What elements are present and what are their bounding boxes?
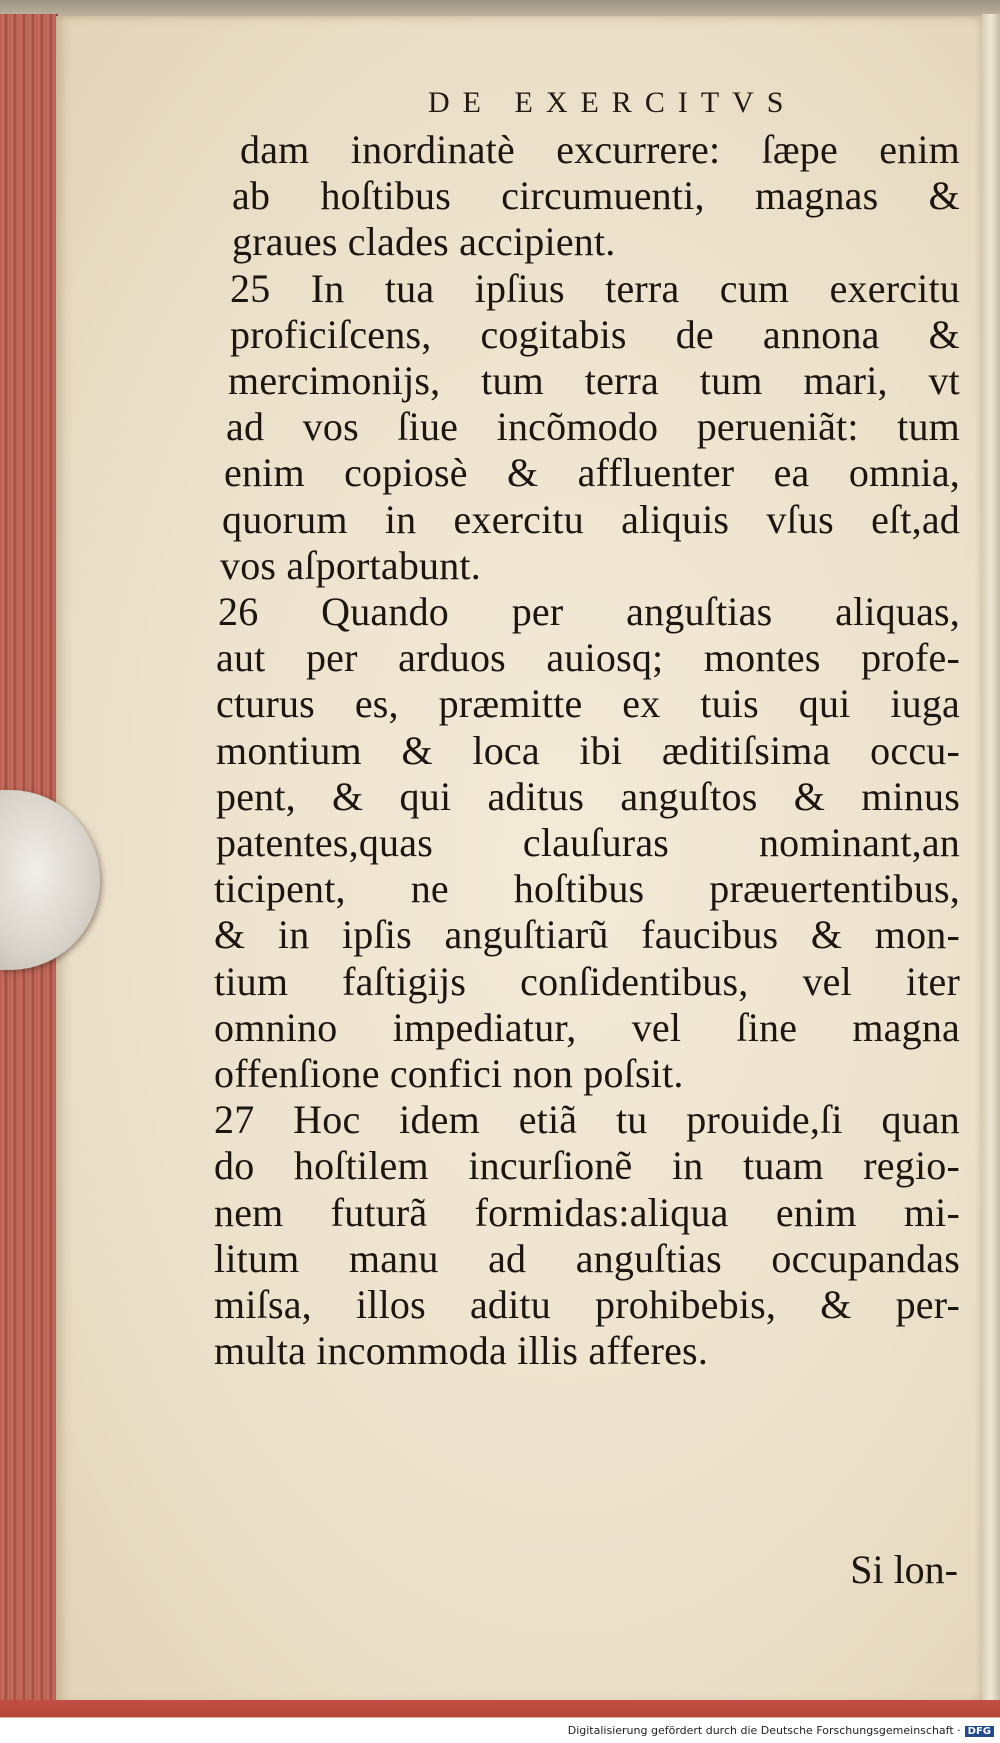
text-line: multa incommoda illis afferes. (214, 1328, 709, 1373)
text-line: 25 In tua ipſius terra cum exercitu (230, 266, 960, 311)
text-line: proficiſcens, cogitabis de annona & (230, 312, 960, 357)
running-head: DE EXERCITVS (428, 86, 797, 119)
text-line: enim copiosè & affluenter ea omnia, (224, 450, 960, 495)
text-line: pent, & qui aditus anguſtos & minus (216, 774, 960, 819)
text-line: miſsa, illos aditu prohibebis, & per- (214, 1282, 960, 1327)
text-line: litum manu ad anguſtias occupandas (214, 1236, 960, 1281)
text-line: offenſione confici non poſsit. (214, 1051, 684, 1096)
text-line: ab hoſtibus circumuenti, magnas & (232, 173, 960, 218)
text-line: patentes,quas clauſuras nominant,an (216, 820, 960, 865)
text-line: vos aſportabunt. (220, 543, 481, 588)
text-line: tium faſtigijs conſidentibus, vel iter (214, 959, 960, 1004)
text-line: do hoſtilem incurſionẽ in tuam regio- (214, 1143, 960, 1188)
text-line: & in ipſis anguſtiarũ faucibus & mon- (214, 912, 960, 957)
text-line: dam inordinatè excurrere: ſæpe enim (240, 127, 960, 172)
text-line: 27 Hoc idem etiã tu prouide,ſi quan (214, 1097, 960, 1142)
text-line: 26 Quando per anguſtias aliquas, (218, 589, 960, 634)
page-fore-edge (982, 14, 1000, 1704)
text-line: mercimonijs, tum terra tum mari, vt (228, 358, 960, 403)
text-line: quorum in exercitu aliquis vſus eſt,ad (222, 497, 960, 542)
text-line: omnino impediatur, vel ſine magna (214, 1005, 960, 1050)
text-line: graues clades accipient. (232, 219, 616, 264)
digitization-credit (568, 1724, 994, 1737)
credit-text: Digitalisierung gefördert durch die Deutsche Forschungsgemeinschaft · (567, 1724, 961, 1737)
dfg-logo: DFG (965, 1726, 994, 1737)
text-line: montium & loca ibi æditiſsima occu- (216, 728, 960, 773)
text-line: aut per arduos auiosq; montes profe- (216, 635, 960, 680)
catchword: Si lon- (850, 1547, 958, 1592)
text-line: cturus es, præmitte ex tuis qui iuga (216, 681, 960, 726)
text-line: ticipent, ne hoſtibus præuertentibus, (214, 866, 960, 911)
text-line: nem futurã formidas:aliqua enim mi- (214, 1190, 960, 1235)
text-line: ad vos ſiue incõmodo perueniãt: tum (226, 404, 960, 449)
